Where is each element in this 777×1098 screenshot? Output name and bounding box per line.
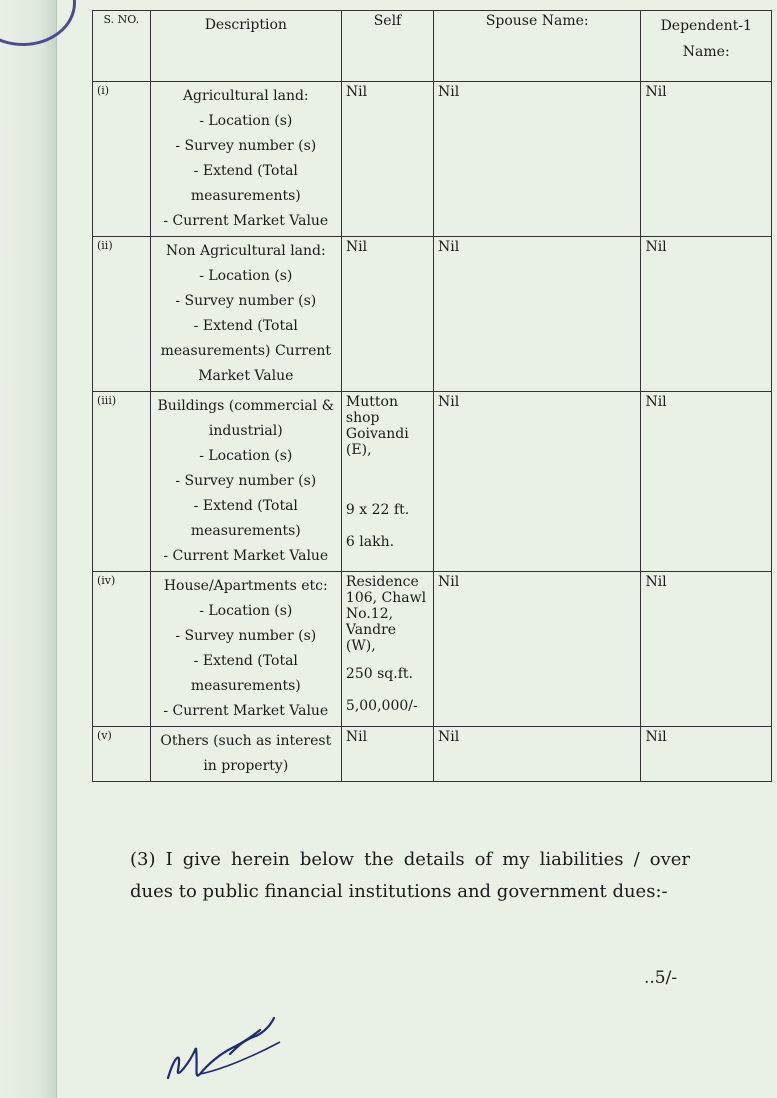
signature (160, 1008, 290, 1092)
self-value: Nil (345, 239, 368, 255)
desc-line: - Current Market Value (163, 548, 329, 564)
desc-line: - Location (s) (199, 448, 293, 464)
header-spouse: Spouse Name: (434, 11, 641, 82)
desc-line: - Extend (Total measurements) (190, 653, 301, 694)
row-self (341, 392, 433, 572)
row-self (341, 727, 433, 782)
desc-line: - Extend (Total measurements) (190, 163, 301, 204)
row-spouse: Nil (434, 237, 641, 392)
row-description (150, 572, 341, 727)
row-dependent: Nil (641, 237, 772, 392)
row-sno: (iii) (93, 392, 151, 572)
table-row (93, 82, 772, 237)
desc-line: - Location (s) (199, 268, 293, 284)
row-sno: (ii) (93, 237, 151, 392)
row-self (341, 572, 433, 727)
desc-line: Buildings (commercial & industrial) (157, 398, 335, 439)
table-row (93, 237, 772, 392)
row-sno: (v) (93, 727, 151, 782)
row-self (341, 237, 433, 392)
row-description (150, 237, 341, 392)
row-description (150, 82, 341, 237)
desc-line: - Current Market Value (163, 703, 329, 719)
self-value: Residence 106, Chawl No.12, Vandre (W), (345, 574, 427, 654)
desc-line: - Location (s) (199, 113, 293, 129)
table-header-row (93, 11, 772, 82)
row-spouse: Nil (434, 727, 641, 782)
desc-line: - Extend (Total measurements) Current Market Value (160, 318, 332, 384)
table-row (93, 392, 772, 572)
desc-line: - Survey number (s) (175, 628, 317, 644)
row-sno: (i) (93, 82, 151, 237)
table-row (93, 572, 772, 727)
row-self (341, 82, 433, 237)
self-value: Nil (345, 729, 368, 745)
liabilities-paragraph: (3) I give herein below the details of my liabilities / over dues to public financial institutions and government dues:- (130, 849, 690, 902)
self-value: 5,00,000/- (345, 698, 418, 714)
self-value: 9 x 22 ft. (345, 502, 410, 518)
self-value: Nil (345, 84, 368, 100)
desc-line: Agricultural land: (182, 88, 309, 104)
header-self: Self (341, 11, 433, 82)
header-description: Description (150, 11, 341, 82)
header-sno: S. NO. (93, 11, 151, 82)
desc-line: - Survey number (s) (175, 293, 317, 309)
self-value: Mutton shop Goivandi (E), (345, 394, 409, 458)
desc-line: - Current Market Value (163, 213, 329, 229)
table-row (93, 727, 772, 782)
desc-line: - Extend (Total measurements) (190, 498, 301, 539)
row-description (150, 727, 341, 782)
header-dependent: Dependent-1 Name: (641, 11, 772, 82)
self-value: 6 lakh. (345, 534, 395, 550)
row-sno: (iv) (93, 572, 151, 727)
row-spouse: Nil (434, 82, 641, 237)
row-dependent: Nil (641, 572, 772, 727)
desc-line: - Survey number (s) (175, 473, 317, 489)
row-dependent: Nil (641, 392, 772, 572)
binding-margin (0, 0, 57, 1098)
row-description (150, 392, 341, 572)
row-dependent: Nil (641, 727, 772, 782)
self-value: 250 sq.ft. (345, 666, 413, 682)
desc-line: - Location (s) (199, 603, 293, 619)
row-dependent: Nil (641, 82, 772, 237)
desc-line: Others (such as interest in property) (160, 733, 332, 774)
desc-line: - Survey number (s) (175, 138, 317, 154)
page-number: ..5/- (644, 968, 678, 988)
row-spouse: Nil (434, 572, 641, 727)
assets-table (92, 10, 772, 782)
desc-line: Non Agricultural land: (165, 243, 326, 259)
row-spouse: Nil (434, 392, 641, 572)
office-stamp (0, 0, 76, 46)
desc-line: House/Apartments etc: (163, 578, 328, 594)
